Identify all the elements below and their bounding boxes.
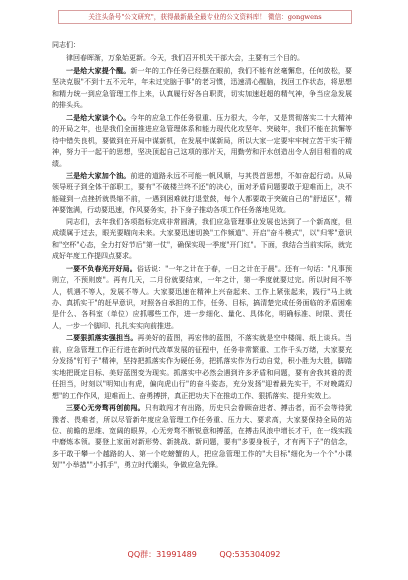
paragraph-lead: 一是给大家提个醒。 [66, 65, 131, 75]
paragraph [52, 112, 352, 170]
paragraph-list [52, 53, 352, 471]
contact-footer [0, 548, 408, 562]
paragraph-text: 俗话说："一年之计在于春，一日之计在于晨"。还有一句话："凡事预则立，不预则废"。再有几天，二月份就要结束，一年之计，第一季度就要过完。所以时间不等人，机遇不等人，发展不等人。大家要迅速在精神上兴奋起来、工作上紧张起来，践行"马上就办、真抓实干"的赶早意识，对照各自承担的工作，任务、目标，搞清楚完成任务面临的矛盾困难是什么、各科室（单位）应抓哪些工作，进一步细化、量化、具体化，明确标准、时限、责任人，一步一个脚印、扎扎实实向前推进。 [52, 264, 352, 330]
paragraph-lead: 二要狠抓落实强担当。 [66, 333, 138, 343]
paragraph [52, 170, 352, 217]
document-body [52, 40, 352, 472]
paragraph-text: 律回春晖渐，万象始更新。今天，我们召开机关干部大会，主要有三个目的。 [66, 54, 304, 63]
paragraph-lead: 三是给大家加个油。 [66, 170, 131, 180]
paragraph-text: 同志们，去年我们各项指标完成非常圆满，我们应急管理事业发展也达到了一个新高度，但成绩属于过去，眼光要瞄向未来。大家要迅速切换"工作频道"、开启"奋斗模式"，以"归零"意识和"空杯"心态，全力打好节后"第一仗"，确保实现一季度"开门红"。下面，我结合当前实际，就完成好年度工作提四点要求。 [52, 217, 352, 261]
salutation: 同志们： [52, 41, 80, 49]
paragraph-text: 前进的道路永远不可能一帆风顺，与其畏首思想，不如奋起行动。从局领导班子到全体干部职工，要有"不破楼兰终不还"的决心，面对矛盾问题要敢于迎难而上，决不能碰到一点挫折就畏缩不前，一遇到困难就打退堂鼓，每个人都要敢于突破自己的"舒适区"，精神要饱满，行动要迅速，作风要务实，扑下身子推动各项工作任务落地见效。 [52, 171, 353, 215]
paragraph [52, 332, 352, 402]
paragraph [52, 217, 352, 263]
paragraph [52, 402, 352, 472]
qq-group-text: QQ群：31991489 [127, 550, 197, 559]
paragraph-text: 新一年的工作任务已经摆在眼前，我们不能有丝毫懈怠，任何放松，要坚决克服"不到十五不元年，年未过完脑于事"的老习惯，迅速清心醒脑，找回工作状态，将思想和精力统一到应急管理工作上来，认真履行好各自职责，切实加速赶超的精气神，争当应急发展的排头兵。 [52, 66, 353, 110]
paragraph-text: 只有敢闯才有出路，历史只会眷顾奋进者、搏击者，而不会等待犹豫者、畏难者，所以尽管新年度应急管理工作任务重、压力大、要求高，大家要保持全局的站位、前瞻的思维、宽阔的眼界，心无旁骛不断锐意和搏蓝，在搏击风浪中增长才干，在一线实践中磨炼本领。要登上家面对新形势、新挑战、新问题，要有"多要身板子，才有两下子"的信念，多干敢干攀一个越路的人、第一个吃螃蟹的人，把应急管理工作的"大目标"细化为一个个"小课划""小举措""小抓手"，勇立时代潮头，争做应急先锋。 [52, 404, 353, 470]
paragraph [52, 65, 352, 112]
paragraph-lead: 二是给大家谈个心。 [66, 112, 131, 122]
paragraph [52, 53, 352, 64]
paragraph-text: 今年的应急工作任务很重、压力很大，今年，又是贯彻落实二十大精神的开局之年，也是我们全面推进应急管理体系和能力现代化攻坚年、突破年，我们不能在抗懈等待中错失良机，要做到在开局中谋新机，在发展中谋新局，所以大家一定要牢牢树立苦干实干精神，努力干一起干的思想，坚决顶起自己这项的那片天，用勤劳和汗水创造出令人刮目相看的成绩。 [52, 113, 353, 168]
paragraph-text: 再美好的蓝图，再宏伟的蓝图，不落实就是空中楼阁、纸上谈兵。当前，应急管理工作正行进在新时代改革发展的征程中，任务非常繁重、工作千头万绪，大家要充分发扬"钉钉子"精神，坚持把抓落实作为硬任务，把抓落实作为行动自觉，积小胜为大胜，脚踏实地把既定目标、美好蓝图变为现实。抓落实中必然会遇到许多矛盾和问题，要有舍我其谁的责任担当，时刻以"明知山有虎，偏向虎山行"的奋斗姿态，充分发扬"迎着最先实干，不对晚霞幻想"的工作作风，迎难而上、奋勇搏拼，真正把功夫下在推动工作、狠抓落实、提升实效上。 [52, 334, 353, 400]
qq-text: QQ:535304092 [219, 550, 281, 559]
paragraph [52, 263, 352, 333]
paragraph-lead: 一要不负春光开好局。 [66, 263, 137, 273]
paragraph-lead: 三要心无旁骛再创前闯。 [66, 403, 145, 413]
promo-banner: 关注头条号"公文研究"，获得最新最全最专业的公文资料库！ 微信：gongwens [58, 10, 352, 24]
